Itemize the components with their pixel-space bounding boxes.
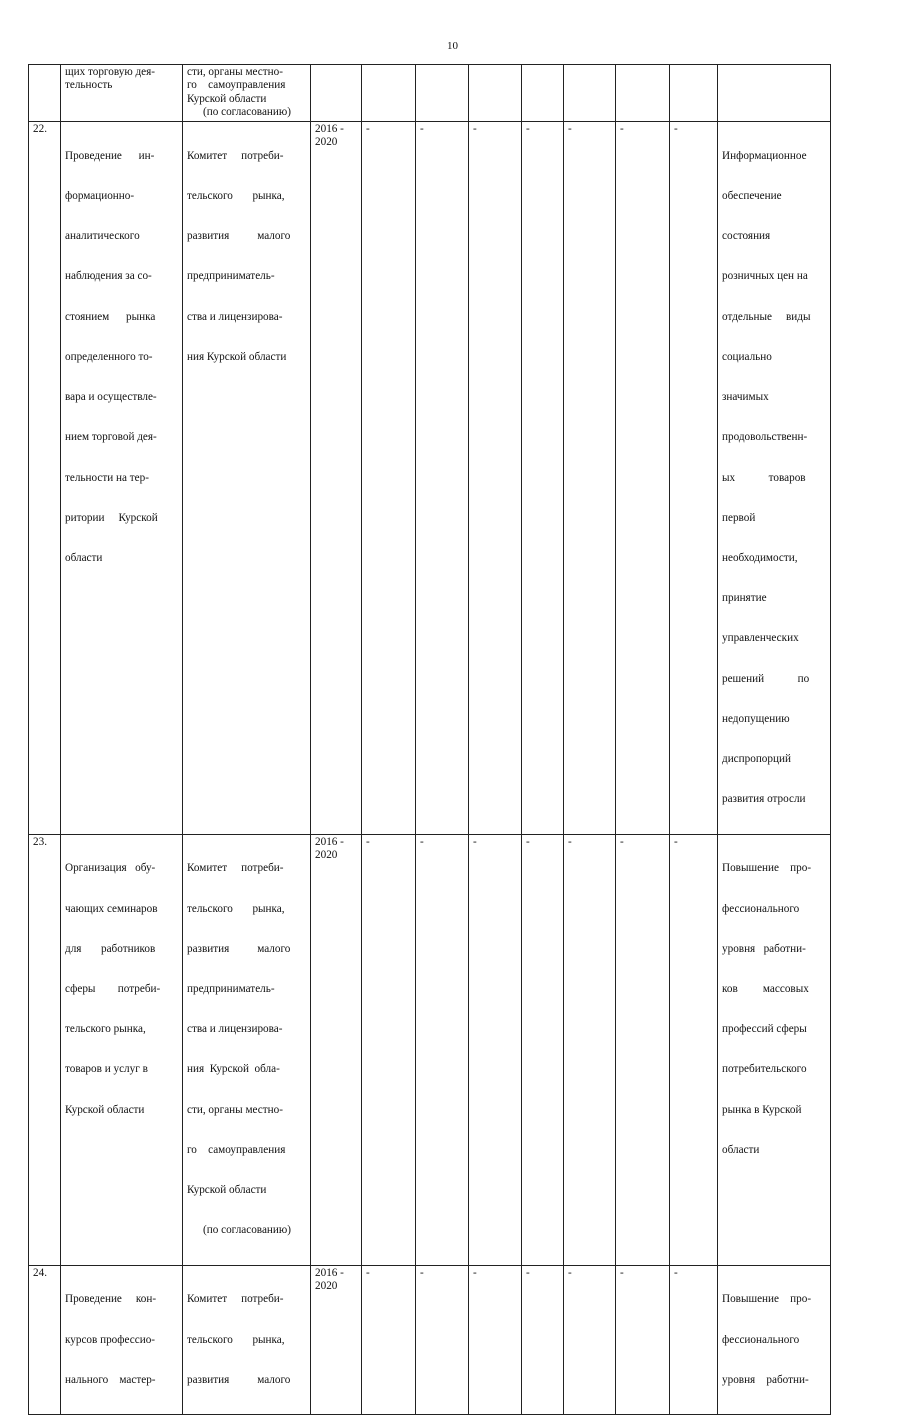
result-line: фессионального bbox=[722, 902, 800, 915]
table-row bbox=[29, 65, 831, 122]
result-line: обеспечение bbox=[722, 190, 782, 203]
measure-line: наблюдения за со- bbox=[65, 270, 152, 283]
result-line: диспропорций bbox=[722, 753, 791, 766]
value-cell: - bbox=[416, 834, 469, 1265]
value-cell: - bbox=[362, 122, 416, 835]
measure-cell bbox=[61, 65, 183, 122]
value-cell: - bbox=[616, 834, 670, 1265]
value-cell: - bbox=[522, 122, 564, 835]
measure-line: для работников bbox=[65, 942, 156, 955]
result-line: необходимости, bbox=[722, 552, 798, 564]
value-cell: - bbox=[564, 1265, 616, 1414]
value-cell: - bbox=[469, 122, 522, 835]
table-row bbox=[29, 834, 831, 1265]
measure-line: аналитического bbox=[65, 230, 140, 243]
result-line: решений по bbox=[722, 672, 810, 685]
value-cell bbox=[469, 65, 522, 122]
result-line: Повышение про- bbox=[722, 862, 812, 875]
executor-line: (по согласованию) bbox=[203, 1224, 291, 1237]
value-cell: - bbox=[469, 1265, 522, 1414]
result-line: продовольственн- bbox=[722, 431, 808, 444]
result-line: состояния bbox=[722, 230, 771, 243]
term-cell: 2016 - 2020 bbox=[311, 122, 362, 835]
measure-line: области bbox=[65, 552, 103, 564]
result-cell bbox=[718, 1265, 831, 1414]
measure-line: тельность bbox=[65, 79, 113, 92]
result-line: уровня работни- bbox=[722, 1373, 809, 1386]
measure-line: стоянием рынка bbox=[65, 310, 156, 323]
measure-line: щих торговую дея- bbox=[65, 66, 156, 78]
executor-line: предприниматель- bbox=[187, 983, 275, 995]
executor-line: ства и лицензирова- bbox=[187, 310, 283, 323]
value-cell: - bbox=[522, 1265, 564, 1414]
result-line: области bbox=[722, 1143, 760, 1156]
measure-cell bbox=[61, 834, 183, 1265]
term-cell: 2016 - 2020 bbox=[311, 834, 362, 1265]
executor-line: Комитет потреби- bbox=[187, 1293, 284, 1306]
measure-line: нального мастер- bbox=[65, 1373, 156, 1386]
measure-line: Курской области bbox=[65, 1103, 145, 1116]
measures-table bbox=[28, 64, 831, 1415]
result-line: развития отросли bbox=[722, 793, 806, 806]
result-line: значимых bbox=[722, 391, 769, 404]
executor-cell bbox=[183, 65, 311, 122]
executor-line: Курской области bbox=[187, 92, 267, 105]
result-line: розничных цен на bbox=[722, 270, 808, 283]
executor-line: (по согласованию) bbox=[203, 106, 291, 119]
term-cell: 2016 - 2020 bbox=[311, 1265, 362, 1414]
executor-cell bbox=[183, 834, 311, 1265]
result-line: первой bbox=[722, 511, 756, 524]
result-line: принятие bbox=[722, 592, 767, 605]
executor-line: го самоуправления bbox=[187, 1143, 286, 1156]
value-cell: - bbox=[616, 122, 670, 835]
row-number-cell bbox=[29, 65, 61, 122]
result-line: профессий сферы bbox=[722, 1023, 807, 1036]
measure-line: вара и осуществле- bbox=[65, 391, 157, 404]
result-line: управленческих bbox=[722, 632, 799, 645]
executor-line: ства и лицензирова- bbox=[187, 1023, 283, 1036]
measure-line: чающих семинаров bbox=[65, 902, 158, 915]
value-cell: - bbox=[670, 1265, 718, 1414]
executor-line: развития малого bbox=[187, 1373, 291, 1386]
value-cell: - bbox=[670, 834, 718, 1265]
value-cell: - bbox=[564, 122, 616, 835]
executor-line: тельского рынка, bbox=[187, 190, 285, 203]
value-cell: - bbox=[670, 122, 718, 835]
result-line: Информационное bbox=[722, 149, 807, 162]
result-line: ков массовых bbox=[722, 983, 809, 995]
value-cell bbox=[564, 65, 616, 122]
executor-line: тельского рынка, bbox=[187, 1333, 285, 1346]
executor-line: сти, органы местно- bbox=[187, 1103, 283, 1116]
measure-cell bbox=[61, 1265, 183, 1414]
result-cell bbox=[718, 122, 831, 835]
measure-line: Проведение кон- bbox=[65, 1293, 157, 1306]
value-cell: - bbox=[362, 834, 416, 1265]
executor-line: предприниматель- bbox=[187, 270, 275, 283]
result-line: рынка в Курской bbox=[722, 1103, 802, 1116]
value-cell: - bbox=[416, 1265, 469, 1414]
value-cell: - bbox=[469, 834, 522, 1265]
measure-line: сферы потреби- bbox=[65, 983, 161, 995]
table-row bbox=[29, 122, 831, 835]
row-number: 24. bbox=[29, 1265, 61, 1414]
result-line: социально bbox=[722, 350, 772, 363]
measure-line: Проведение ин- bbox=[65, 149, 155, 162]
table-row bbox=[29, 1265, 831, 1414]
executor-line: развития малого bbox=[187, 230, 291, 243]
executor-line: ния Курской области bbox=[187, 350, 287, 363]
measure-line: определенного то- bbox=[65, 350, 153, 363]
executor-line: тельского рынка, bbox=[187, 902, 285, 915]
term-cell bbox=[311, 65, 362, 122]
measure-line: формационно- bbox=[65, 190, 135, 203]
value-cell: - bbox=[362, 1265, 416, 1414]
value-cell: - bbox=[564, 834, 616, 1265]
executor-cell bbox=[183, 1265, 311, 1414]
page-number: 10 bbox=[447, 40, 458, 52]
result-cell bbox=[718, 65, 831, 122]
executor-line: Комитет потреби- bbox=[187, 149, 284, 162]
value-cell: - bbox=[522, 834, 564, 1265]
measure-line: нием торговой дея- bbox=[65, 431, 157, 444]
executor-line: ния Курской обла- bbox=[187, 1063, 280, 1076]
result-line: фессионального bbox=[722, 1333, 800, 1346]
executor-line: Курской области bbox=[187, 1184, 267, 1197]
executor-line: сти, органы местно- bbox=[187, 66, 283, 78]
result-line: отдельные виды bbox=[722, 310, 811, 323]
measure-line: Организация обу- bbox=[65, 862, 156, 875]
value-cell: - bbox=[616, 1265, 670, 1414]
executor-line: развития малого bbox=[187, 942, 291, 955]
value-cell bbox=[362, 65, 416, 122]
value-cell bbox=[416, 65, 469, 122]
result-line: потребительского bbox=[722, 1063, 807, 1076]
measure-cell bbox=[61, 122, 183, 835]
row-number: 23. bbox=[29, 834, 61, 1265]
measure-line: ритории Курской bbox=[65, 511, 158, 524]
value-cell bbox=[670, 65, 718, 122]
measure-line: курсов профессио- bbox=[65, 1333, 156, 1346]
executor-cell bbox=[183, 122, 311, 835]
measure-line: тельности на тер- bbox=[65, 471, 149, 484]
value-cell bbox=[522, 65, 564, 122]
executor-line: Комитет потреби- bbox=[187, 862, 284, 875]
measure-line: товаров и услуг в bbox=[65, 1063, 148, 1076]
row-number: 22. bbox=[29, 122, 61, 835]
result-line: Повышение про- bbox=[722, 1293, 812, 1306]
value-cell bbox=[616, 65, 670, 122]
result-line: ых товаров bbox=[722, 471, 806, 484]
result-line: недопущению bbox=[722, 712, 790, 725]
executor-line: го самоуправления bbox=[187, 79, 286, 92]
result-cell bbox=[718, 834, 831, 1265]
result-line: уровня работни- bbox=[722, 942, 806, 955]
measure-line: тельского рынка, bbox=[65, 1023, 146, 1036]
value-cell: - bbox=[416, 122, 469, 835]
